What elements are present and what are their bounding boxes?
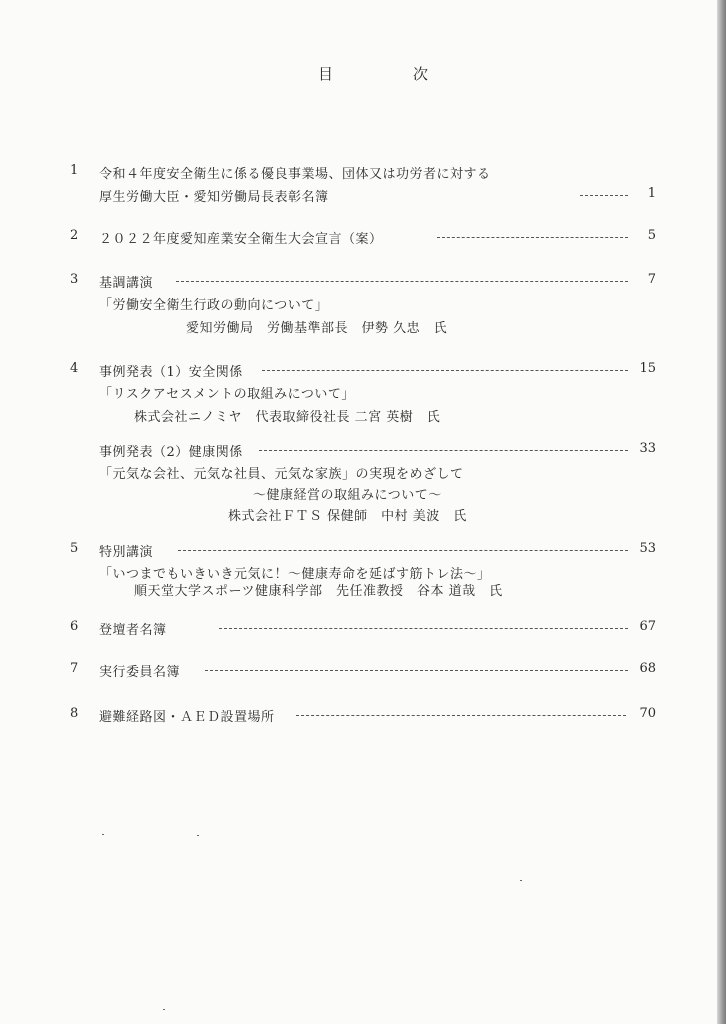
- entry-title: 避難経路図・ＡＥＤ設置場所: [99, 710, 275, 725]
- entry-number: 1: [70, 163, 79, 178]
- speaker: 株式会社ニノミヤ 代表取締役社長 二宮 英樹 氏: [134, 410, 441, 425]
- entry-page-number: 15: [639, 361, 656, 376]
- entry-number: 5: [70, 541, 79, 556]
- entry-page-number: 68: [639, 661, 656, 676]
- entry-number: 8: [70, 706, 79, 721]
- presentation-title: 「元気な会社、元気な社員、元気な家族」の実現をめざして: [99, 467, 464, 482]
- presentation-title: 「リスクアセスメントの取組みについて」: [99, 387, 355, 402]
- entry-title-line-2: 厚生労働大臣・愛知労働局長表彰名簿: [99, 190, 329, 205]
- lecture-title: 「労働安全衛生行政の動向について」: [99, 298, 329, 313]
- entry-page-number: 5: [647, 228, 656, 243]
- dot-leader: [262, 370, 628, 372]
- entry-title: 事例発表（1）安全関係: [99, 365, 243, 380]
- dot-leader: [580, 195, 628, 197]
- entry-page-number: 70: [639, 706, 656, 721]
- entry-number: 6: [70, 619, 79, 634]
- speaker: 順天堂大学スポーツ健康科学部 先任准教授 谷本 道哉 氏: [134, 584, 503, 599]
- entry-title: 事例発表（2）健康関係: [99, 445, 243, 460]
- entry-number: 4: [70, 361, 79, 376]
- entry-number: 7: [70, 661, 79, 676]
- entry-page-number: 1: [647, 186, 656, 201]
- dot-leader: [205, 670, 628, 672]
- entry-title: 特別講演: [99, 545, 154, 560]
- presentation-subtitle: ～健康経営の取組みについて～: [253, 488, 442, 503]
- entry-title-line-1: 令和４年度安全衛生に係る優良事業場、団体又は功労者に対する: [99, 167, 491, 182]
- dot-leader: [296, 715, 626, 717]
- dot-leader: [178, 550, 628, 552]
- scan-edge-shadow: [717, 0, 726, 1024]
- title-char-1: 目: [318, 65, 334, 83]
- scan-speck: [163, 1009, 165, 1010]
- lecture-title: 「いつまでもいきいき元気に！～健康寿命を延ばす筋トレ法～」: [99, 567, 491, 582]
- speaker: 株式会社ＦＴＳ 保健師 中村 美波 氏: [228, 509, 467, 524]
- dot-leader: [259, 450, 628, 452]
- dot-leader: [219, 628, 628, 630]
- entry-page-number: 7: [647, 272, 656, 287]
- entry-page-number: 67: [639, 619, 656, 634]
- dot-leader: [437, 237, 628, 239]
- scan-speck: [520, 880, 522, 881]
- scan-speck: [102, 834, 104, 835]
- entry-title: 基調講演: [99, 276, 154, 291]
- entry-page-number: 53: [639, 541, 656, 556]
- entry-title: 実行委員名簿: [99, 665, 181, 680]
- page-title: [0, 63, 726, 87]
- scan-speck: [197, 835, 199, 836]
- dot-leader: [176, 281, 628, 283]
- entry-number: 2: [70, 228, 79, 243]
- entry-number: 3: [70, 272, 79, 287]
- entry-page-number: 33: [639, 441, 656, 456]
- entry-title: ２０２２年度愛知産業安全衛生大会宣言（案）: [99, 232, 383, 247]
- speaker: 愛知労働局 労働基準部長 伊勢 久忠 氏: [186, 321, 448, 336]
- entry-title: 登壇者名簿: [99, 623, 167, 638]
- title-char-2: 次: [413, 65, 429, 83]
